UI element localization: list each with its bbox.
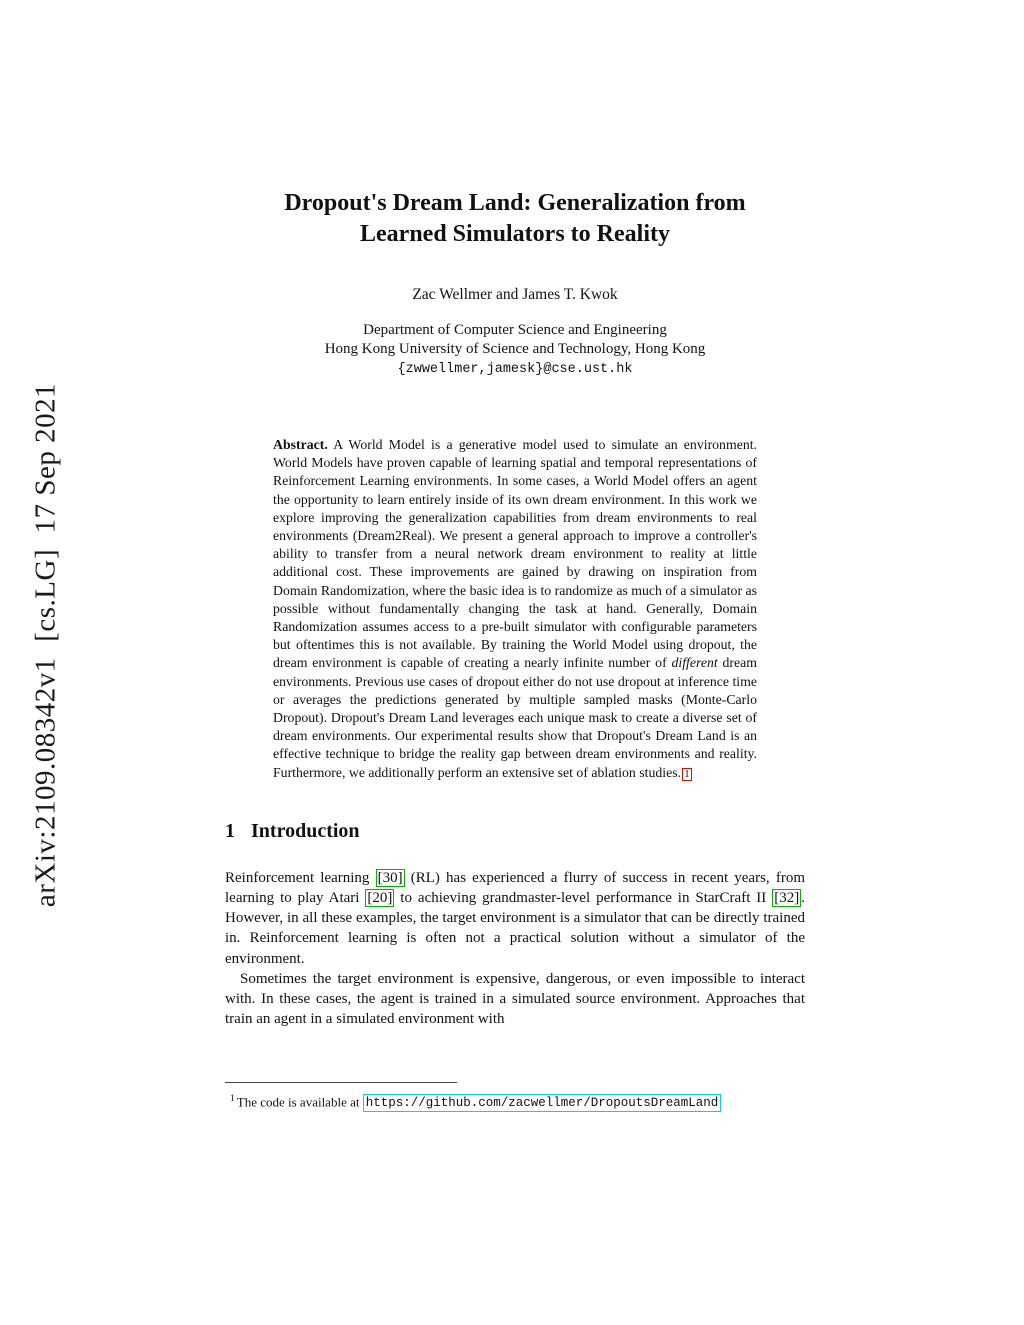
abstract-text-part1: A World Model is a generative model used to simulate an environment. World Models have proven capable of learning spatial and temporal representations of Reinforcement Learning environments. In some cases, a World Model offers an agent the opportunity to learn entirely inside of its own dream environment. In this work we explore improving the generalization capabilities from dream environments to real environments (Dream2Real). We present a general approach to improve a controller's ability to transfer from a neural network dream environment to reality at little additional cost. These improvements are gained by drawing on inspiration from Domain Randomization, where the basic idea is to randomize as much of a simulator as possible without fundamentally changing the task at hand. Generally, Domain Randomization assumes access to a pre-built simulator with configurable parameters but oftentimes this is not available. By training the World Model using dropout, the dream environment is capable of creating a nearly infinite number of <box>273 437 757 671</box>
citation-link-20[interactable]: [20] <box>367 890 393 907</box>
footnote-ref-link[interactable]: 1 <box>682 768 692 781</box>
footnote-area <box>225 1082 805 1112</box>
authors-line: Zac Wellmer and James T. Kwok <box>412 286 618 303</box>
abstract-italic-word: different <box>671 655 718 671</box>
abstract-text-part2: dream environments. Previous use cases of dropout either do not use dropout at inference time or averages the predictions generated by multiple sampled masks (Monte-Carlo Dropout). Dropout's Dream Land leverages each unique mask to create a diverse set of dream environments. Our experimental results show that Dropout's Dream Land is an effective technique to bridge the reality gap between dream environments and reality. Furthermore, we additionally perform an extensive set of ablation studies. <box>273 655 758 780</box>
citation-link-32[interactable]: [32] <box>774 890 800 907</box>
footnote-text: The code is available at <box>236 1094 363 1110</box>
abstract-block <box>273 436 757 782</box>
paper-title <box>225 0 805 250</box>
footnote <box>225 1090 805 1112</box>
arxiv-watermark-text: arXiv:2109.08342v1 [cs.LG] 17 Sep 2021 <box>29 382 62 908</box>
paper-content <box>225 0 805 1029</box>
affiliation-block <box>225 321 805 379</box>
intro-paragraph-1 <box>225 868 805 969</box>
affiliation-line1: Department of Computer Science and Engineering <box>363 322 667 338</box>
citation-link-30[interactable]: [30] <box>377 869 403 886</box>
affiliation-line2: Hong Kong University of Science and Technology, Hong Kong <box>324 341 706 357</box>
intro-p1-text4: . However, in all these examples, the target environment is a simulator that can be directly trained in. Reinforcement learning is often not a practical solution without a simulator of the environment. <box>225 890 805 967</box>
abstract-label: Abstract. <box>273 437 328 452</box>
intro-paragraph-2: Sometimes the target environment is expensive, dangerous, or even impossible to interact with. In these cases, the agent is trained in a simulated source environment. Approaches that train an agent in a simulated environment with <box>225 970 805 1028</box>
section-title: Introduction <box>251 819 360 842</box>
paper-title-line1: Dropout's Dream Land: Generalization from <box>284 190 746 216</box>
author-email-link[interactable]: {zwwellmer,jamesk}@cse.ust.hk <box>397 362 633 377</box>
intro-p1-text2: (RL) has experienced a flurry of success in recent years, from learning to play Atari <box>225 869 805 907</box>
footnote-rule <box>225 1082 457 1083</box>
intro-p1-text1: Reinforcement learning <box>225 869 376 886</box>
section-heading-introduction <box>225 820 805 843</box>
section-number: 1 <box>225 819 235 842</box>
footnote-url-link[interactable]: https://github.com/zacwellmer/DropoutsDreamLand <box>363 1094 722 1112</box>
footnote-marker: 1 <box>230 1094 235 1104</box>
paper-title-line2: Learned Simulators to Reality <box>360 221 670 247</box>
intro-p1-text3: to achieving grandmaster-level performance in StarCraft II <box>394 890 773 907</box>
